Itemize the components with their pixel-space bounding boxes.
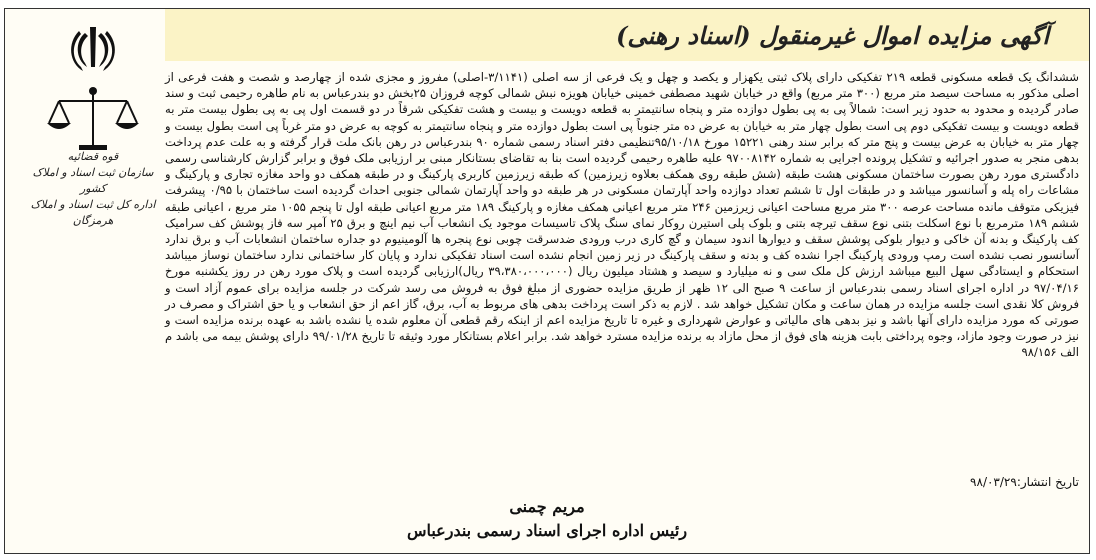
org-label-2: اداره کل ثبت اسناد و املاک هرمزگان: [30, 198, 156, 227]
ad-title: آگهی مزایده اموال غیرمنقول (اسناد رهنی): [616, 21, 1049, 50]
judiciary-label: قوه قضائیه: [67, 150, 119, 163]
publish-date: تاریخ انتشار:۹۸/۰۳/۲۹: [970, 475, 1079, 489]
ad-frame: [4, 8, 1090, 554]
org-label-1: سازمان ثبت اسناد و املاک کشور: [32, 166, 154, 195]
ad-body: [165, 69, 1079, 361]
title-bar: [165, 9, 1089, 61]
ad-body-paragraph: ششدانگ یک قطعه مسکونی قطعه ۲۱۹ تفکیکی دارای پلاک ثبتی یکهزار و یکصد و چهل و یک فرعی از سه اصلی (۳/۱۱۴۱-اصلی) مفروز و مجزی شده از چهارصد و شصت و هفت فرعی از اصلی مذکور به مساحت سیصد متر مربع (۳۰۰ متر مربع) واقع در خیابان شهید مصطفی خمینی خیابان هویزه نبش شمالی کوچه فروزان ۲۵بخش دو بندرعباس به نام طاهره رحیمی ثبت و سند صادر گردیده و محدود به حدود زیر است: شمالاً پی به پی بطول دوازده متر و پنجاه سانتیمتر به قطعه دویست و بیست و هشت تفکیکی شرقاً در دو قسمت اول پی به پی بطول بیست متر به قطعه دویست و بیست تفکیکی دوم پی است بطول چهار متر به خیابان به عرض ده متر جنوباً پی است بطول دوازده متر و پنجاه سانتیمتر به کوچه به عرض دو متر غرباً پی است بطول بیست و چهار متر به خیابان به عرض بیست و پنج متر که برابر سند رهنی ۱۵۲۲۱ مورخ ۹۵/۱۰/۱۸تنظیمی دفتر اسناد رسمی شماره ۹۰ بندرعباس در رهن بانک ملت قرار گرفته و به علت عدم پرداخت بدهی منجر به صدور اجرائیه و تشکیل پرونده اجرایی به شماره ۹۷۰۰۸۱۴۲ علیه طاهره رحیمی گردیده است بنا به تقاضای بستانکار مبنی بر ارزیابی ملک فوق و برابر گزارش کارشناسی رسمی دادگستری مورد رهن بصورت ساختمان مسکونی هشت طبقه (شش طبقه روی همکف بعلاوه زیرزمین) که طبقه زیرزمین کاربری پارکینگ و در طبقه همکف دو واحد مغازه تجاری و پارکینگ و مشاعات راه پله و آسانسور میباشد و در طبقات اول تا ششم تعداد دوازده واحد آپارتمان مسکونی در هر طبقه دو واحد آپارتمان شمالی جنوبی احداث گردیده است ساختمان با ۰/۹۵ پیشرفت فیزیکی متوقف مانده مساحت عرصه ۳۰۰ متر مربع مساحت اعیانی زیرزمین ۲۴۶ متر مربع اعیانی همکف مغازه و پارکینگ ۱۸۹ متر مربع اعیانی طبقه اول تا پنجم ۱۰۵۵ متر مربع ، اعیانی طبقه ششم ۱۸۹ مترمربع با نوع اسکلت بتنی نوع سقف تیرچه بتنی و بلوک پلی استیرن روکار نمای سنگ پلاک تاسیسات موجود یک انشعاب آب نیم اینچ و برق ۲۵ آمپر سه فاز پوشش کف سرامیک کف پارکینگ و بدنه آن خاکی و دیوار بلوکی پوشش سقف و دیوارها اندود سیمان و گچ کاری درب ورودی ضدسرقت چوبی نوع پنجره ها آلومینیوم دو جداره ساختمان انشعابات آب و برق ندارد آسانسور نصب نشده است رمپ ورودی پارکینگ اجرا نشده کف و بدنه و سقف پارکینگ در زیر زمین انجام نشده است اسناد تفکیکی ندارد و پایان کار ساختمانی ندارد ساختمان نوساز میباشد استحکام و ایستادگی سهل البیع میباشد ارزش کل ملک سی و نه میلیارد و سیصد و هشتاد میلیون ریال (۳۹،۳۸۰،۰۰۰،۰۰۰ ریال)ارزیابی گردیده است و پلاک مورد رهن در روز یکشنبه مورخ ۹۷/۰۴/۱۶ در اداره اجرای اسناد رسمی بندرعباس از ساعت ۹ صبح الی ۱۲ ظهر از طریق مزایده حضوری از مبلغ فوق به فروش می رسد شرکت در جلسه مزایده برای عموم آزاد است و فروش کلا نقدی است جلسه مزایده در همان ساعت و مکان تشکیل خواهد شد . لازم به ذکر است پرداخت بدهی های مربوط به آب، برق، گاز اعم از حق انشعاب و یا حق اشتراک و مصرف در صورتی که مورد مزایده دارای آنها باشد و نیز بدهی های مالیاتی و عوارض شهرداری و غیره تا تاریخ مزایده اعم از اینکه رقم قطعی آن معلوم شده یا نشده باشد به عهده برنده مزایده است و نیز در صورت وجود مازاد، وجوه پرداختی بابت هزینه های فوق از محل مازاد به برنده مزایده مسترد خواهد شد. برابر اعلام بستانکار مورد وثیقه تا تاریخ ۹۹/۰۱/۲۸ دارای پوشش بیمه می باشد م الف ۹۸/۱۵۶: [165, 70, 1080, 360]
signer-title: رئیس اداره اجرای اسناد رسمی بندرعباس: [406, 521, 688, 540]
emblem-caption: [19, 149, 167, 229]
signer-name: مریم چمنی: [509, 497, 585, 516]
